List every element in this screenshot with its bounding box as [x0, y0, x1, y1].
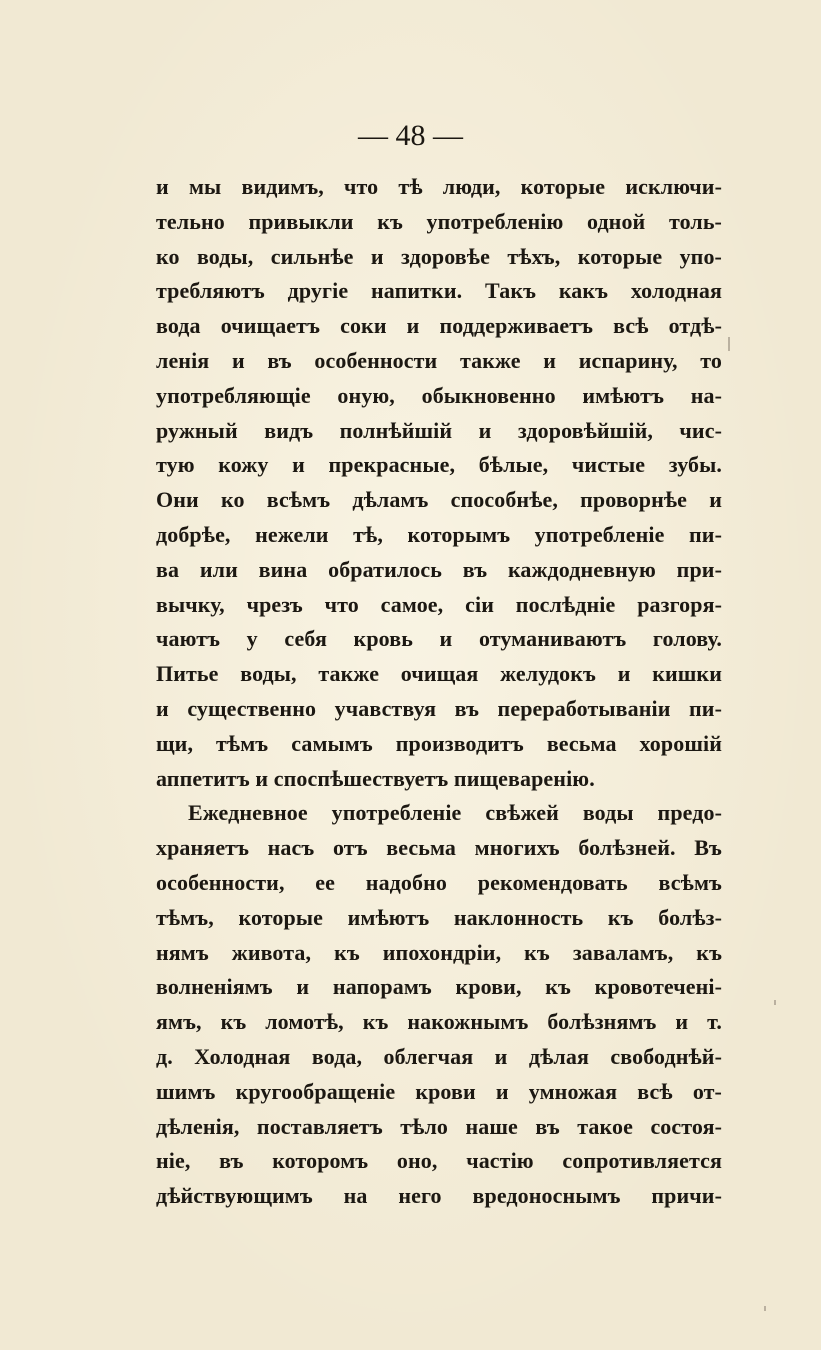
body-text — [156, 170, 722, 1214]
text-line: вычку, чрезъ что самое, сіи послѣдніе разгоря- — [156, 591, 722, 617]
text-line: требляютъ другіе напитки. Такъ какъ холодная — [156, 278, 722, 304]
text-line: особенности, ее надобно рекомендовать всѣмъ — [156, 869, 722, 895]
text-line: д. Холодная вода, облегчая и дѣлая свободнѣй- — [156, 1043, 722, 1069]
text-line: тѣмъ, которые имѣютъ наклонность къ болѣз- — [156, 904, 722, 930]
text-line: храняетъ насъ отъ весьма многихъ болѣзней. Въ — [156, 835, 722, 861]
text-line: добрѣе, нежели тѣ, которымъ употребленіе пи- — [156, 521, 722, 547]
margin-speck — [774, 1000, 776, 1005]
text-line: ніе, въ которомъ оно, частію сопротивляется — [156, 1148, 722, 1174]
text-line: и существенно учавствуя въ переработываніи пи- — [156, 695, 722, 721]
text-line: чаютъ у себя кровь и отуманиваютъ голову. — [156, 626, 722, 652]
text-line: ружный видъ полнѣйшій и здоровѣйшій, чис- — [156, 417, 722, 443]
text-line: ва или вина обратилось въ каждодневную при- — [156, 556, 722, 582]
margin-speck — [728, 337, 730, 351]
page-number: — 48 — — [358, 119, 463, 152]
text-line: ко воды, сильнѣе и здоровѣе тѣхъ, которые упо- — [156, 243, 722, 269]
text-line: ямъ, къ ломотѣ, къ накожнымъ болѣзнямъ и т. — [156, 1009, 722, 1035]
text-line: Питье воды, также очищая желудокъ и кишки — [156, 661, 722, 687]
text-line: вода очищаетъ соки и поддерживаетъ всѣ отдѣ- — [156, 313, 722, 339]
text-line: Ежедневное употребленіе свѣжей воды предо- — [188, 800, 722, 826]
text-line: и мы видимъ, что тѣ люди, которые исключи- — [156, 174, 722, 199]
text-line: ленія и въ особенности также и испарину, то — [156, 347, 722, 373]
text-line: волненіямъ и напорамъ крови, къ кровотечені- — [156, 974, 722, 1000]
margin-speck — [764, 1306, 766, 1311]
text-line: нямъ живота, къ ипохондріи, къ заваламъ, къ — [156, 939, 722, 965]
text-line: дѣленія, поставляетъ тѣло наше въ такое состоя- — [156, 1113, 722, 1139]
text-line: Они ко всѣмъ дѣламъ способнѣе, проворнѣе и — [156, 487, 722, 513]
text-line: аппетитъ и споспѣшествуетъ пищеваренію. — [156, 765, 595, 791]
text-line: тую кожу и прекрасные, бѣлые, чистые зубы. — [156, 452, 722, 478]
text-line: дѣйствующимъ на него вредоноснымъ причи- — [156, 1183, 722, 1209]
text-line: употребляющіе оную, обыкновенно имѣютъ на- — [156, 382, 722, 408]
text-line: щи, тѣмъ самымъ производитъ весьма хорошій — [156, 730, 722, 756]
text-line: шимъ кругообращеніе крови и умножая всѣ от- — [156, 1078, 722, 1104]
text-line: тельно привыкли къ употребленію одной толь- — [156, 208, 722, 234]
